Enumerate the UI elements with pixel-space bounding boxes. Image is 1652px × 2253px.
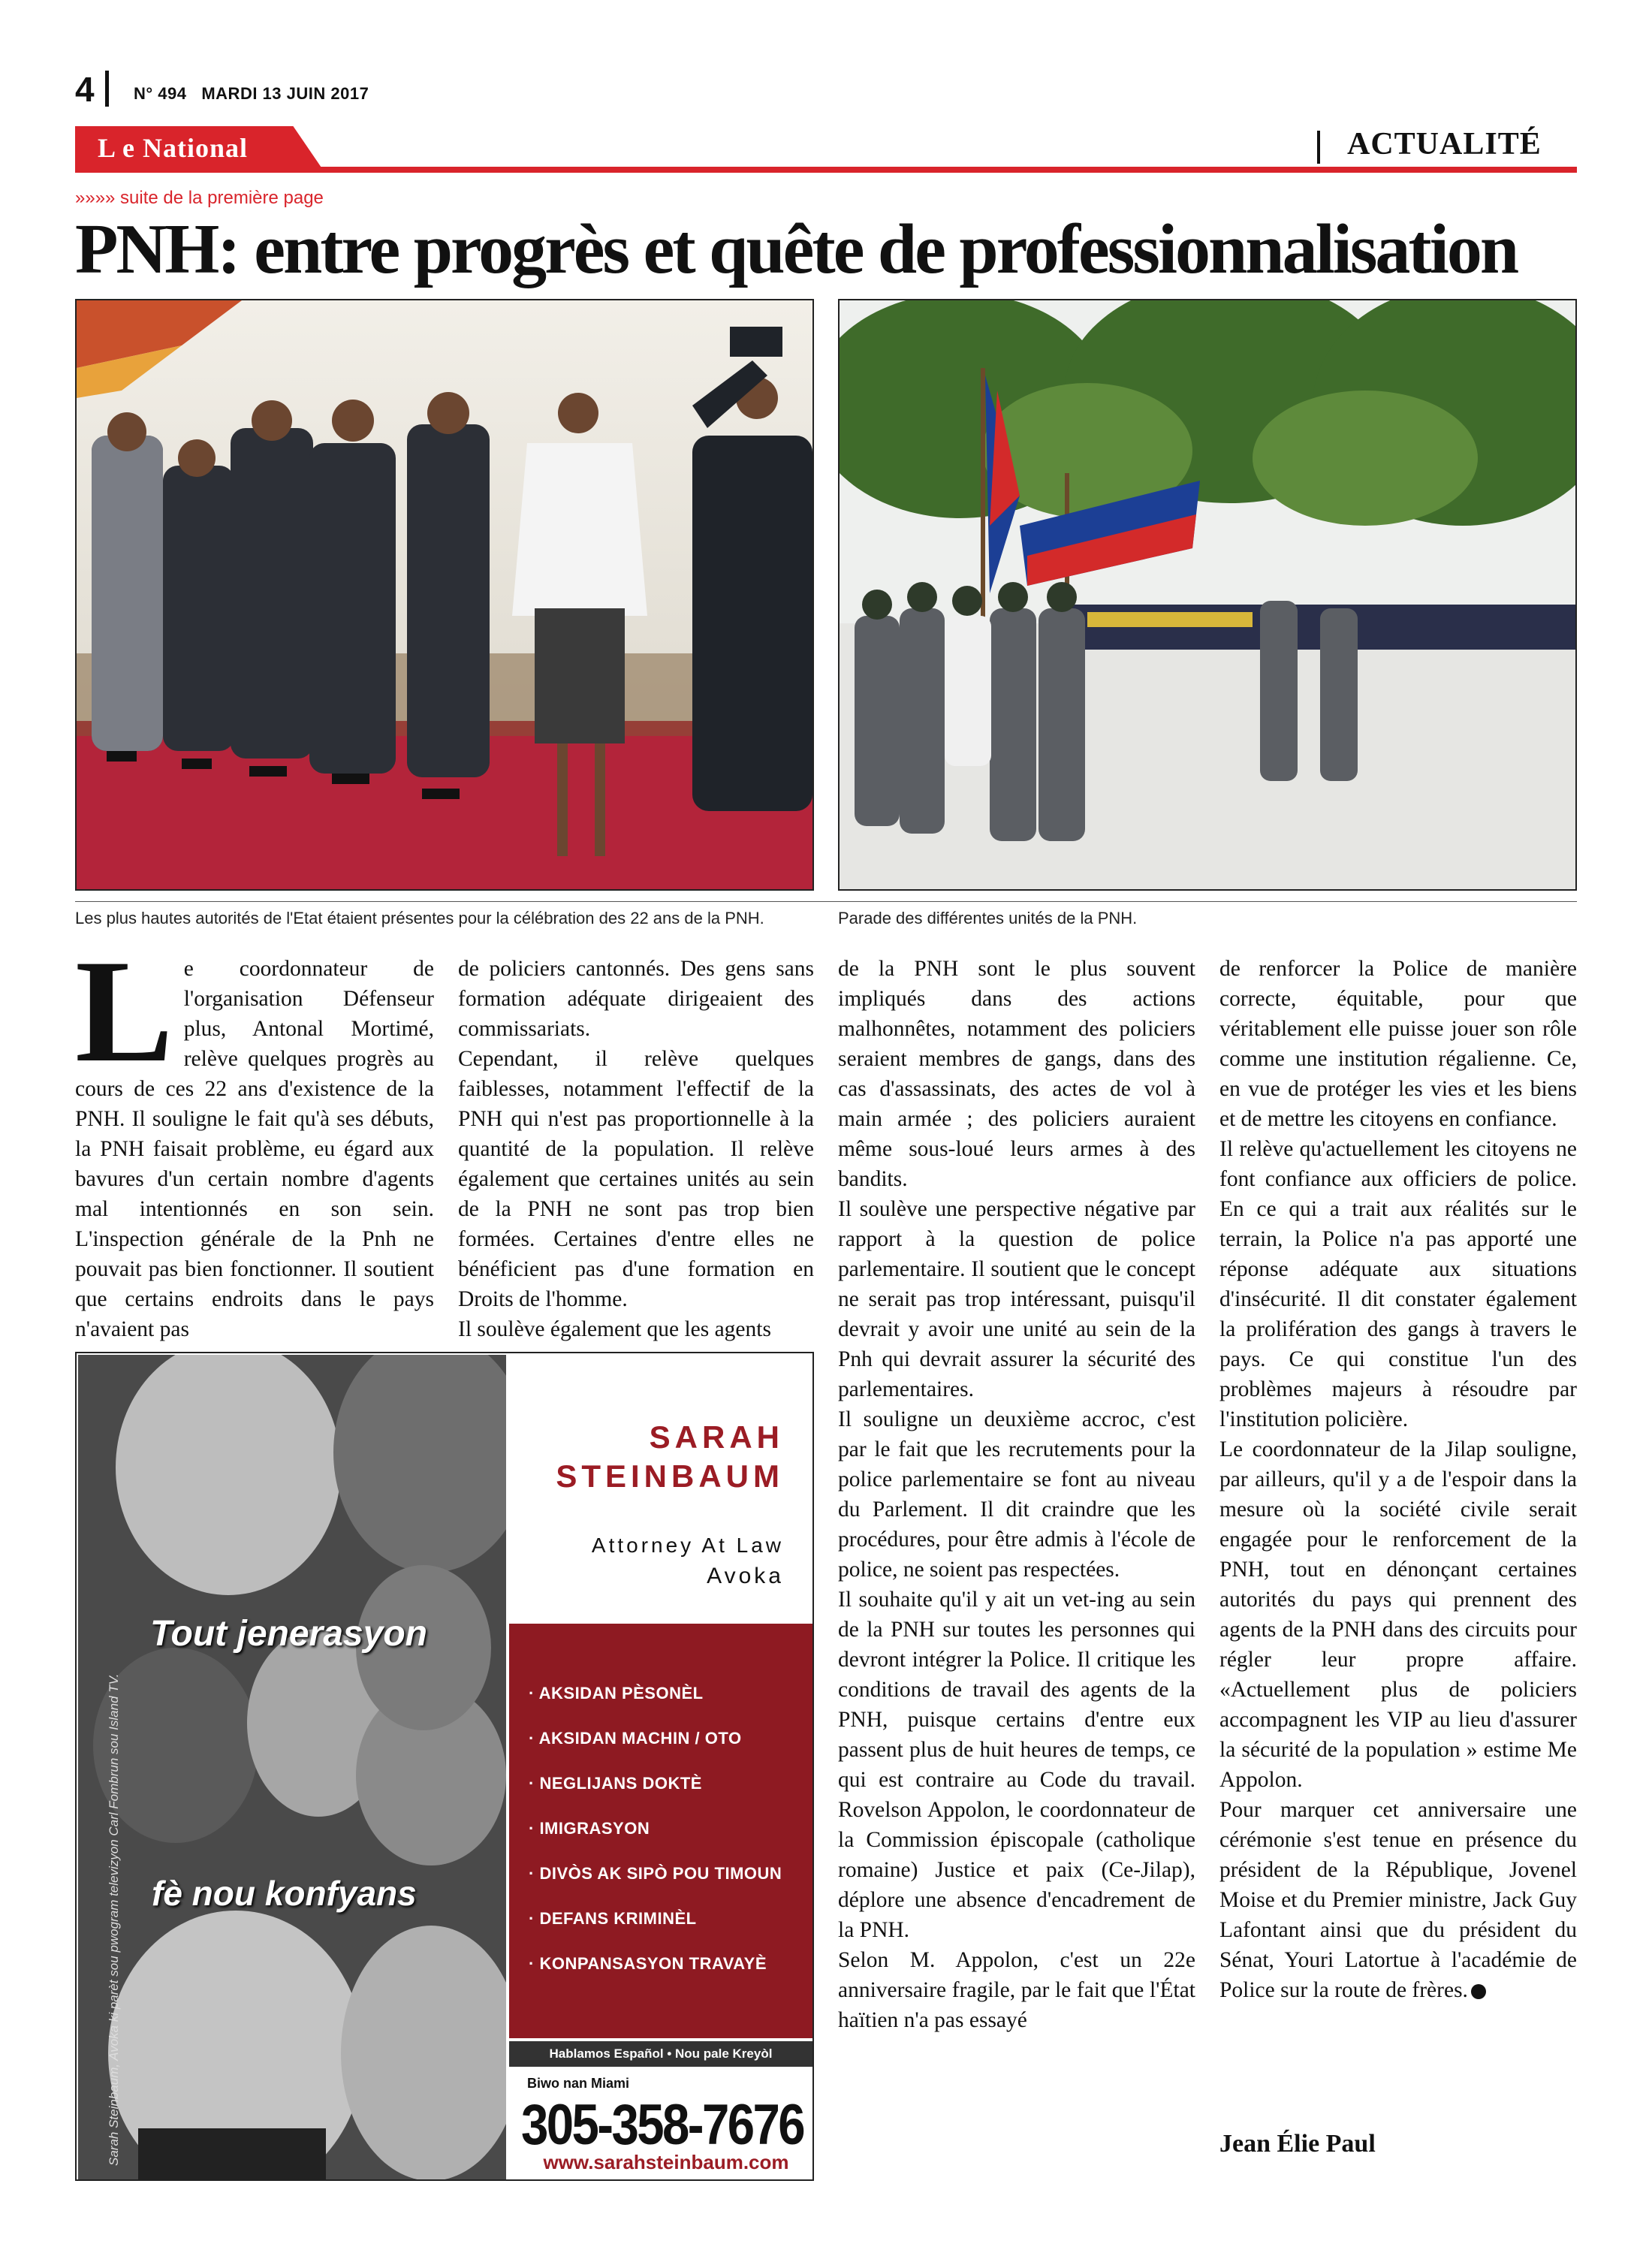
end-mark-icon — [1471, 1984, 1486, 1999]
paragraph: Le coordonnateur de la Jilap souligne, par ailleurs, qu'il y a de l'espoir dans la mesure où la société civile serait engagée pour le renforcement de la PNH, tout en dénonçant certaines autorités du pays qui prennent des agents de la PNH dans des circuits pour régler leur propre affaire. «Actuellement plus de policiers accompagnent les VIP au lieu d'assurer la sécurité de la population » estime Me Appolon. — [1219, 1437, 1577, 1792]
caption-rule — [75, 901, 1577, 902]
paragraph: e coordonnateur de l'organisation Défenseur plus, Antonal Mortimé, relève quelques progrès au cours de ces 22 ans d'existence de la PNH. Il souligne le fait qu'à ses débuts, la PNH faisait problème, eu égard aux bavures d'un certain nombre d'agents mal intentionnés en son sein. L'inspection générale de la Pnh ne pouvait pas bien fonctionner. Il soutient que certains endroits dans le pays n'avaient pas — [75, 957, 434, 1341]
photo-caption: Parade des différentes unités de la PNH. — [838, 909, 1138, 927]
ad-first-name: SARAH — [649, 1419, 784, 1455]
ad-website: www.sarahsteinbaum.com — [543, 2151, 789, 2173]
ad-service: · AKSIDAN PÈSONÈL — [529, 1684, 704, 1703]
ad-side-credit — [87, 1355, 121, 2179]
paragraph: de la PNH sont le plus souvent impliqués dans des actions malhonnêtes, notamment des policiers seraient membres de gangs, dans des cas d'assassinats, des actes de vol à main armée ; des policiers auraient même sous-loué leurs armes à des bandits. — [838, 957, 1195, 1191]
ad-slogan: Tout jenerasyon — [150, 1614, 427, 1654]
section-divider — [1317, 131, 1320, 164]
article-column-1 — [75, 930, 434, 1344]
article-column-3 — [838, 954, 1195, 2035]
ad-service: · NEGLIJANS DOKTÈ — [529, 1774, 702, 1793]
section-label: ACTUALITÉ — [1347, 127, 1542, 161]
paragraph: Il soulève une perspective négative par rapport à la question de police parlementaire. Il soutient que le concept ne serait pas trop intéressant, puisqu'il devrait y avoir une unité au sein de la Pnh qui devrait assurer la sécurité des parlementaires. — [838, 1197, 1195, 1401]
issue-date: N° 494 MARDI 13 JUIN 2017 — [134, 84, 369, 103]
drop-cap: L — [75, 930, 173, 1093]
article-column-2 — [458, 954, 814, 1344]
brand-rule — [75, 167, 1577, 173]
photo-parade — [838, 299, 1577, 891]
officials-image — [77, 300, 812, 889]
ad-service: · DIVÒS AK SIPÒ POU TIMOUN — [529, 1864, 782, 1883]
headline: PNH: entre progrès et quête de professionnalisation — [75, 210, 1518, 288]
ad-title: Attorney At Law — [591, 1534, 784, 1557]
photo-caption: Les plus hautes autorités de l'Etat étaient présentes pour la célébration des 22 ans de la PNH. — [75, 909, 764, 927]
paragraph-final — [1219, 1795, 1577, 2005]
paragraph: de policiers cantonnés. Des gens sans formation adéquate dirigeaient des commissariats. — [458, 957, 814, 1041]
ad-slogan: fè nou konfyans — [152, 1874, 417, 1913]
ad-title-creole: Avoka — [707, 1564, 784, 1588]
paragraph: Selon M. Appolon, c'est un 22e anniversaire fragile, par le fait que l'État haïtien n'a pas essayé — [838, 1948, 1195, 2032]
continued-kicker: »»»» suite de la première page — [75, 188, 324, 208]
parade-image — [840, 300, 1575, 889]
article-column-4 — [1219, 954, 1577, 2005]
ad-service: · KONPANSASYON TRAVAYÈ — [529, 1954, 767, 1973]
header-divider — [105, 71, 109, 107]
ad-side-text: Sarah Steinbaum, Avoka ki parèt sou pwogram televizyon Carl Fombrun sou Island TV. — [107, 1673, 121, 2166]
advertisement — [75, 1352, 814, 2181]
ad-service: · IMIGRASYON — [529, 1819, 650, 1838]
paragraph: de renforcer la Police de manière correcte, équitable, pour que véritablement elle puisse jouer son rôle comme une institution régalienne. Ce, en vue de protéger les vies et les biens et de mettre les citoyens en confiance. — [1219, 957, 1577, 1131]
paragraph: Il souhaite qu'il y ait un vet-ing au sein de la PNH sur toutes les personnes qui devront intégrer la Police. Il critique les conditions de travail des agents de la PNH, puisque certains d'entre eux passent plus de huit heures de temps, ce qui est contraire au Code du travail. Rovelson Appolon, le coordonnateur de la Commission épiscopale (catholique romaine) Justice et paix (Ce-Jilap), déplore une absence d'encadrement de la PNH. — [838, 1588, 1195, 1942]
ad-office-location: Biwo nan Miami — [527, 2076, 630, 2091]
ad-languages: Hablamos Español • Nou pale Kreyòl — [509, 2041, 812, 2067]
ad-last-name: STEINBAUM — [556, 1458, 784, 1494]
paragraph-text: Pour marquer cet anniversaire une cérémonie s'est tenue en présence du président de la République, Jovenel Moise et du Premier ministre, Jack Guy Lafontant ainsi que du président du Sénat, Youri Latortue à l'académie de Police sur la route de frères. — [1219, 1798, 1577, 2002]
ad-phone-number: 305-358-7676 — [521, 2093, 804, 2157]
byline: Jean Élie Paul — [1219, 2130, 1376, 2158]
ad-faces-image — [78, 1355, 506, 2179]
paragraph: Il souligne un deuxième accroc, c'est par le fait que les recrutements pour la police parlementaire se font au niveau du Parlement. Il dit craindre que les procédures, pour être admis à l'école de police, ne soient pas respectées. — [838, 1407, 1195, 1582]
ad-portraits — [78, 1355, 506, 2179]
brand-name: L e National — [98, 133, 249, 163]
paragraph: Il soulève également que les agents — [458, 1317, 771, 1341]
photo-officials — [75, 299, 814, 891]
ad-service: · AKSIDAN MACHIN / OTO — [529, 1729, 742, 1748]
paragraph: Il relève qu'actuellement les citoyens ne font confiance aux officiers de police. En ce qui a trait aux réalités sur le terrain, la Police n'a pas apporté une réponse adéquate aux situations d'insécurité. Il dit constater également la prolifération des gangs à travers le pays. Ce qui constitue l'un des problèmes majeurs à résoudre par l'institution policière. — [1219, 1137, 1577, 1431]
ad-services-panel — [509, 1624, 812, 2038]
page-number: 4 — [75, 70, 95, 109]
ad-service: · DEFANS KRIMINÈL — [529, 1909, 697, 1928]
paragraph: Cependant, il relève quelques faiblesses, notamment l'effectif de la PNH qui n'est pas proportionnelle à la quantité de la population. Il relève également que certaines unités au sein de la PNH ne sont pas trop bien formées. Certaines d'entre elles ne bénéficient pas d'une formation en Droits de l'homme. — [458, 1047, 814, 1311]
